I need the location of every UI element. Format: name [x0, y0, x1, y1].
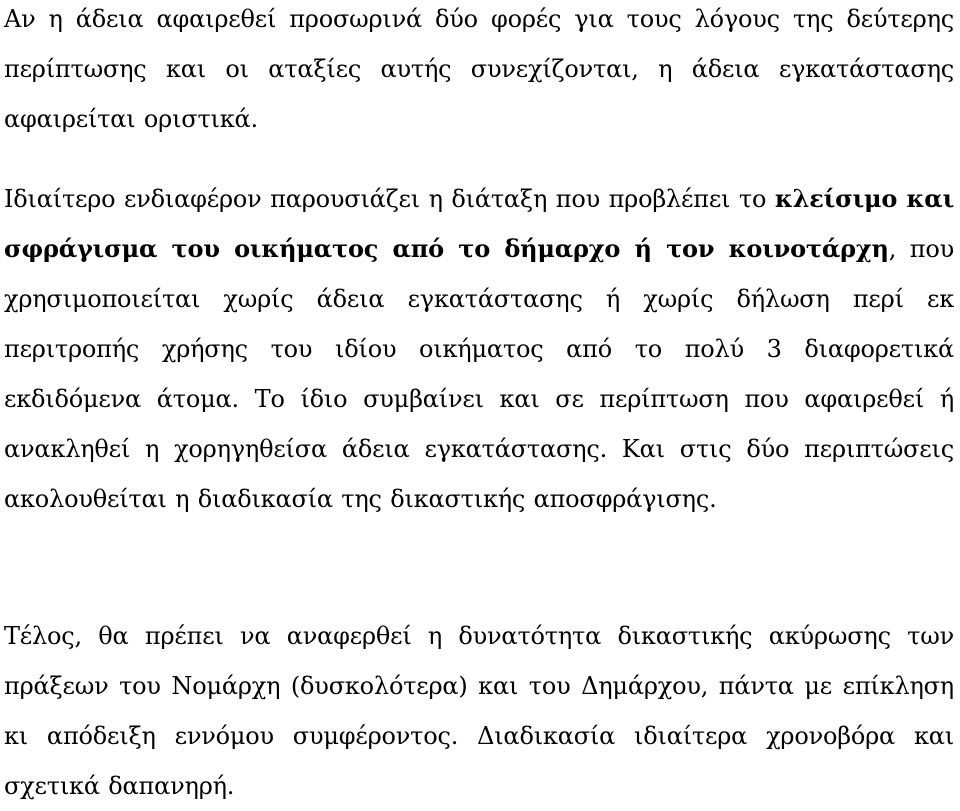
paragraph-judicial-annulment: Τέλος, θα πρέπει να αναφερθεί η δυνατότητα δικαστικής ακύρωσης των πράξεων του Νομάρχη (δυσκολότερα) και του Δημάρχου, πάντα με επίκληση κι απόδειξη εννόμου συμφέροντος. Διαδικασία ιδιαίτερα χρονοβόρα και σχετικά δαπανηρή.: [4, 622, 954, 800]
paragraph-closure-and-sealing: [4, 174, 954, 524]
paragraph-closure-rest: , που χρησιμοποιείται χωρίς άδεια εγκατάστασης ή χωρίς δήλωση περί εκ περιτροπής χρήσης του ιδίου οικήματος από το πολύ 3 διαφορετικά εκδιδόμενα άτομα. Το ίδιο συμβαίνει και σε περίπτωση που αφαιρεθεί ή ανακληθεί η χορηγηθείσα άδεια εγκατάστασης. Και στις δύο περιπτώσεις ακολουθείται η διαδικασία της δικαστικής αποσφράγισης.: [4, 235, 954, 513]
paragraph-closure-bold-phrase: κλείσιμο και σφράγισμα του οικήματος από το δήμαρχο ή τον κοινοτάρχη: [4, 184, 954, 263]
paragraph-license-revocation: Αν η άδεια αφαιρεθεί προσωρινά δύο φορές για τους λόγους της δεύτερης περίπτωσης και οι αταξίες αυτής συνεχίζονται, η άδεια εγκατάστασης αφαιρείται οριστικά.: [4, 5, 954, 133]
paragraph-closure-intro: Ιδιαίτερο ενδιαφέρον παρουσιάζει η διάταξη που προβλέπει το: [4, 185, 775, 213]
